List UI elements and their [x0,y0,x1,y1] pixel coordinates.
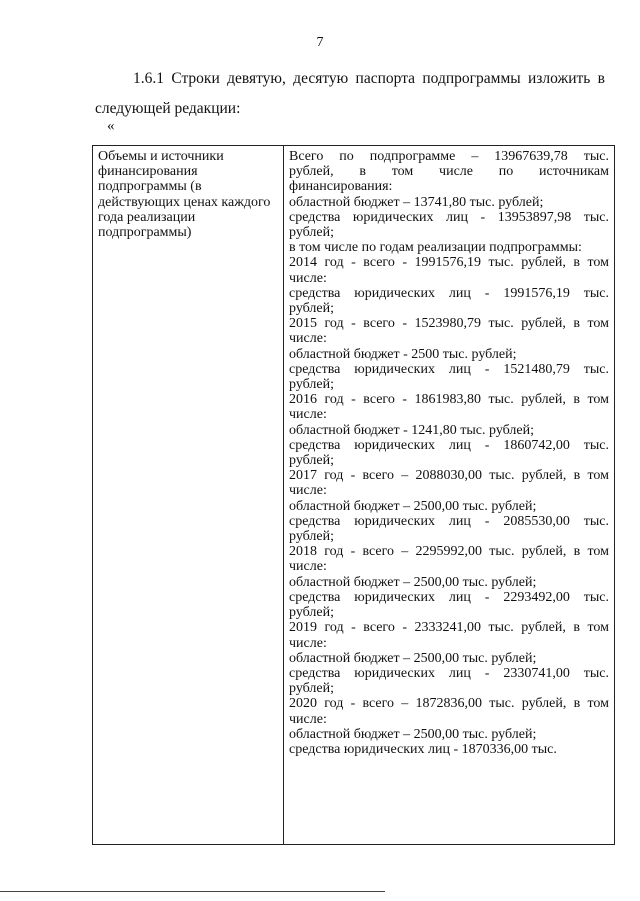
passport-row-financing [93,146,615,845]
financing-line: 2014 год - всего - 1991576,19 тыс. рублей, в том [289,255,609,271]
financing-line: рублей; [289,225,334,241]
financing-line: средства юридических лиц - 1860742,00 тыс. [289,437,609,453]
financing-line: 2016 год - всего - 1861983,80 тыс. рублей, в том [289,392,609,408]
financing-line: числе: [289,711,327,727]
intro-line-1: 1.6.1 Строки девятую, десятую паспорта подпрограммы изложить в [133,70,605,87]
financing-line: числе: [289,270,327,286]
financing-line: рублей; [289,453,334,469]
financing-line: в том числе по годам реализации подпрограммы: [289,240,582,256]
financing-line: рублей; [289,301,334,317]
financing-line: рублей; [289,377,334,393]
financing-line: рублей, в том числе по источникам [289,164,609,180]
financing-line: числе: [289,407,327,423]
financing-line: финансирования: [289,179,393,195]
financing-line: средства юридических лиц - 1991576,19 тыс. [289,285,609,301]
financing-line: 2015 год - всего - 1523980,79 тыс. рублей, в том [289,316,609,332]
financing-line: 2019 год - всего - 2333241,00 тыс. рублей, в том [289,620,609,636]
financing-line: областной бюджет – 2500,00 тыс. рублей; [289,726,537,742]
footer-divider [0,891,385,892]
financing-line: средства юридических лиц - 2330741,00 тыс. [289,665,609,681]
financing-line: областной бюджет – 2500,00 тыс. рублей; [289,574,537,590]
financing-line: средства юридических лиц - 2293492,00 тыс. [289,589,609,605]
financing-line: числе: [289,559,327,575]
financing-line: областной бюджет – 2500,00 тыс. рублей; [289,498,537,514]
financing-line: Всего по подпрограмме – 13967639,78 тыс. [289,149,609,164]
passport-table [92,145,615,845]
page-number: 7 [316,35,324,50]
financing-line: рублей; [289,681,334,697]
financing-line: областной бюджет – 2500,00 тыс. рублей; [289,650,537,666]
financing-line: областной бюджет - 1241,80 тыс. рублей; [289,422,534,438]
financing-line: рублей; [289,605,334,621]
financing-line: средства юридических лиц - 13953897,98 тыс. [289,209,609,225]
financing-line: числе: [289,331,327,347]
intro-line-2: следующей редакции: [95,100,241,117]
opening-quote-mark: « [107,118,115,134]
financing-line: средства юридических лиц - 1870336,00 тыс. [289,741,557,757]
financing-line: числе: [289,635,327,651]
intro-paragraph [95,64,605,124]
financing-line: 2018 год - всего – 2295992,00 тыс. рублей, в том [289,544,609,560]
financing-line: средства юридических лиц - 2085530,00 тыс. [289,513,609,529]
financing-label-cell: Объемы и источники финансирования подпрограммы (в действующих ценах каждого года реализации подпрограммы) [93,146,284,845]
financing-line: 2020 год - всего – 1872836,00 тыс. рублей, в том [289,696,609,712]
financing-line: 2017 год - всего – 2088030,00 тыс. рублей, в том [289,468,609,484]
financing-line: средства юридических лиц - 1521480,79 тыс. [289,361,609,377]
financing-line: областной бюджет - 2500 тыс. рублей; [289,346,517,362]
financing-line: числе: [289,483,327,499]
financing-line: рублей; [289,529,334,545]
financing-line: областной бюджет – 13741,80 тыс. рублей; [289,194,544,210]
financing-details-cell [284,146,615,845]
